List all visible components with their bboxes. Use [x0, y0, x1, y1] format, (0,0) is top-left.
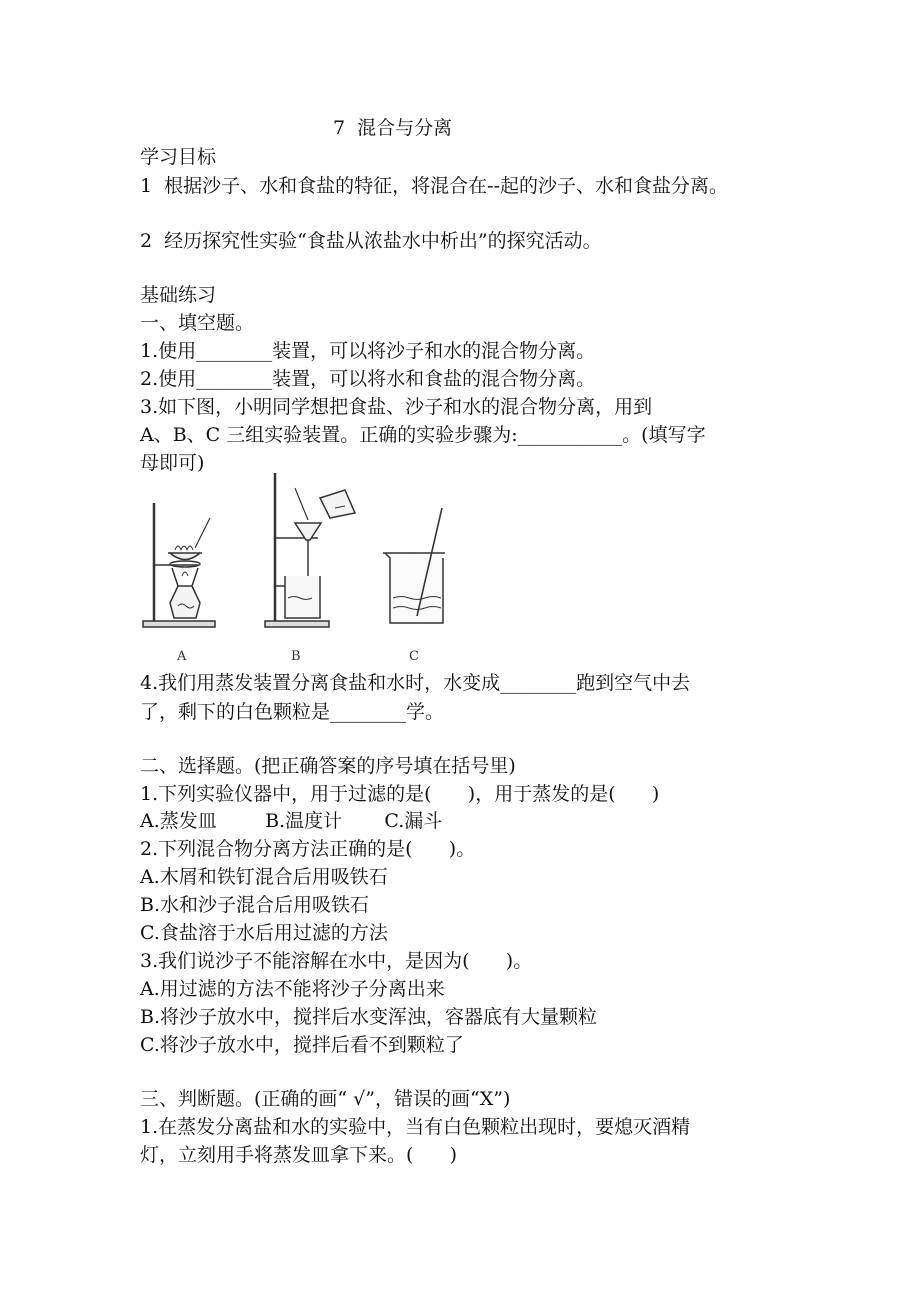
practice-heading: 基础练习: [140, 284, 217, 306]
choice-question-1: 1.下列实验仪器中，用于过滤的是( )，用于蒸发的是( ): [140, 783, 660, 805]
section3-heading: 三、判断题。(正确的画“ √”，错误的画“X”): [140, 1088, 511, 1110]
fill-question-2: 2.使用________装置，可以将水和食盐的混合物分离。: [140, 368, 596, 390]
apparatus-b-filtration: [265, 473, 355, 627]
fill-question-1: 1.使用________装置，可以将沙子和水的混合物分离。: [140, 340, 596, 362]
apparatus-illustration: [140, 468, 470, 668]
choice-question-2-option-b: B.水和沙子混合后用吸铁石: [140, 894, 370, 916]
fill-question-3-line3: 母即可): [140, 452, 205, 474]
section2-heading: 二、选择题。(把正确答案的序号填在括号里): [140, 755, 516, 777]
choice-question-2-option-a: A.木屑和铁钉混合后用吸铁石: [140, 866, 388, 888]
objective-item-1: 1 根据沙子、水和食盐的特征，将混合在--起的沙子、水和食盐分离。: [140, 175, 729, 197]
fill-question-4-line2: 了，剩下的白色颗粒是________学。: [140, 701, 445, 723]
figure-label-c: C: [409, 649, 419, 664]
section1-heading: 一、填空题。: [140, 312, 255, 334]
fill-question-4-line1: 4.我们用蒸发装置分离食盐和水时，水变成________跑到空气中去: [140, 672, 691, 694]
objectives-heading: 学习目标: [140, 146, 217, 168]
apparatus-a-evaporation: [143, 503, 215, 627]
judge-question-1-line2: 灯，立刻用手将蒸发皿拿下来。( ): [140, 1144, 458, 1166]
figure-label-a: A: [177, 649, 187, 664]
choice-question-3-option-a: A.用过滤的方法不能将沙子分离出来: [140, 978, 445, 1000]
fill-question-3-line2: A、B、C 三组实验装置。正确的实验步骤为:___________。(填写字: [140, 424, 706, 446]
judge-question-1-line1: 1.在蒸发分离盐和水的实验中，当有白色颗粒出现时，要熄灭酒精: [140, 1116, 691, 1138]
fill-question-3-line1: 3.如下图，小明同学想把食盐、沙子和水的混合物分离，用到: [140, 396, 653, 418]
objective-item-2: 2 经历探究性实验“食盐从浓盐水中析出”的探究活动。: [140, 230, 602, 252]
choice-question-2: 2.下列混合物分离方法正确的是( )。: [140, 838, 476, 860]
page-title: 7 混合与分离: [333, 117, 453, 139]
choice-question-2-option-c: C.食盐溶于水后用过滤的方法: [140, 922, 388, 944]
choice-question-1-options: A.蒸发皿 B.温度计 C.漏斗: [140, 810, 443, 832]
apparatus-c-stirring: [383, 508, 445, 623]
figure-label-b: B: [291, 649, 301, 664]
choice-question-3: 3.我们说沙子不能溶解在水中，是因为( )。: [140, 950, 533, 972]
choice-question-3-option-b: B.将沙子放水中，搅拌后水变浑浊，容器底有大量颗粒: [140, 1006, 598, 1028]
choice-question-3-option-c: C.将沙子放水中，搅拌后看不到颗粒了: [140, 1034, 464, 1056]
apparatus-figure: [140, 468, 470, 668]
